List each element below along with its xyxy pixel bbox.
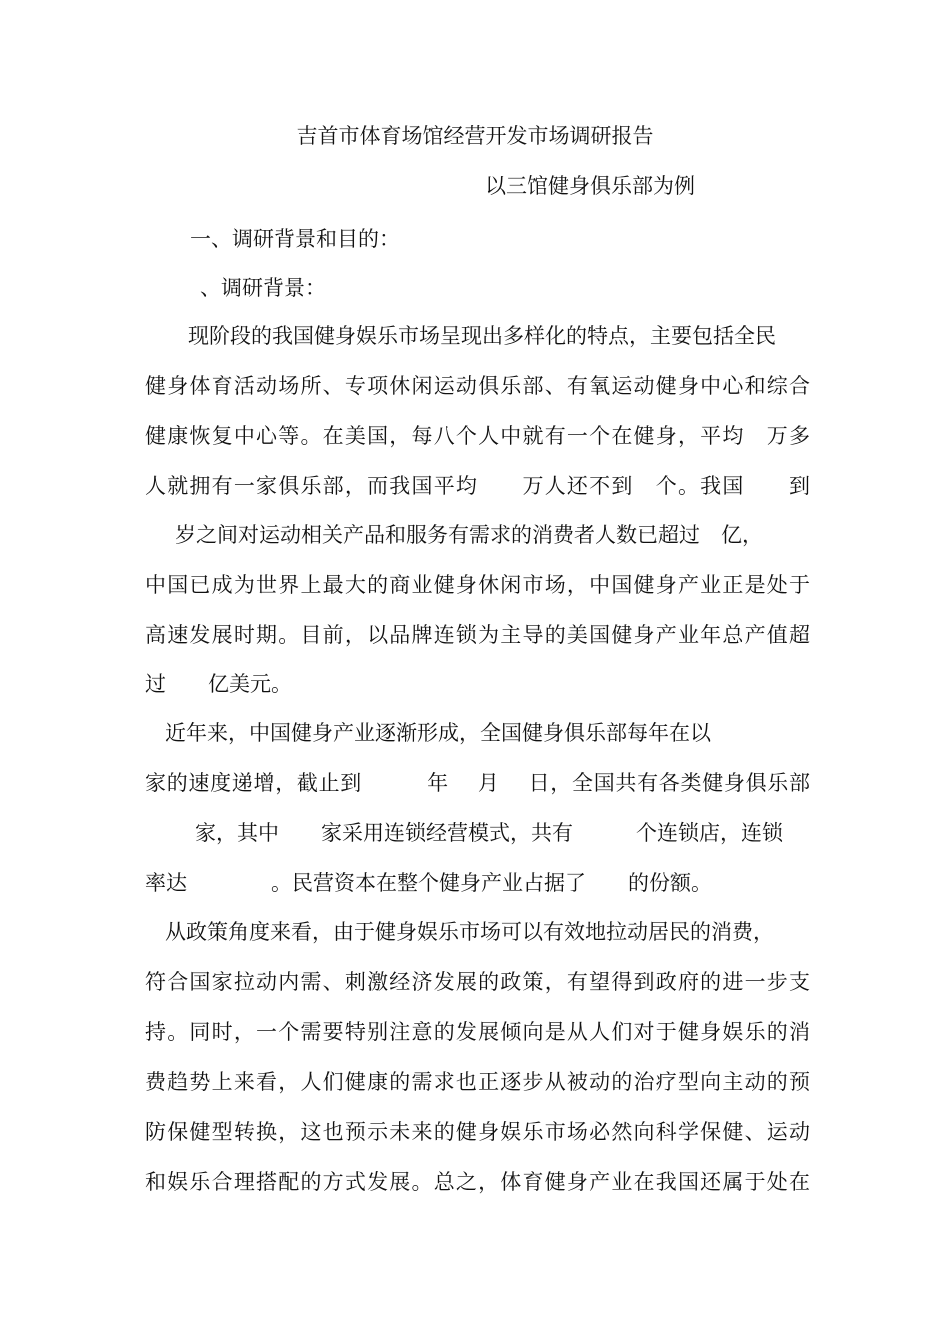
paragraph-2-line: 家的速度递增，截止到 年 月 日，全国共有各类健身俱乐部 xyxy=(145,771,810,795)
paragraph-2-line: 近年来，中国健身产业逐渐形成，全国健身俱乐部每年在以 xyxy=(165,721,711,745)
paragraph-1-line: 人就拥有一家俱乐部，而我国平均 万人还不到 个。我国 到 xyxy=(145,474,810,498)
paragraph-2-line: 率达 。民营资本在整个健身产业占据了 的份额。 xyxy=(145,871,712,895)
paragraph-1-line: 高速发展时期。目前，以品牌连锁为主导的美国健身产业年总产值超 xyxy=(145,623,810,647)
paragraph-1-line: 岁之间对运动相关产品和服务有需求的消费者人数已超过 亿， xyxy=(175,523,763,547)
document-subtitle: 以三馆健身俱乐部为例 xyxy=(485,174,695,198)
paragraph-3-line: 符合国家拉动内需、刺激经济发展的政策，有望得到政府的进一步支 xyxy=(145,970,810,994)
paragraph-1-line: 中国已成为世界上最大的商业健身休闲市场，中国健身产业正是处于 xyxy=(145,573,810,597)
paragraph-1-line: 健康恢复中心等。在美国，每八个人中就有一个在健身，平均 万多 xyxy=(145,424,810,448)
paragraph-1-line: 健身体育活动场所、专项休闲运动俱乐部、有氧运动健身中心和综合 xyxy=(145,374,810,398)
paragraph-3-line: 从政策角度来看，由于健身娱乐市场可以有效地拉动居民的消费， xyxy=(165,920,774,944)
paragraph-1-line: 现阶段的我国健身娱乐市场呈现出多样化的特点，主要包括全民 xyxy=(188,324,776,348)
paragraph-3-line: 持。同时，一个需要特别注意的发展倾向是从人们对于健身娱乐的消 xyxy=(145,1020,810,1044)
paragraph-2-line: 家，其中 家采用连锁经营模式，共有 个连锁店，连锁 xyxy=(195,821,783,845)
paragraph-3-line: 和娱乐合理搭配的方式发展。总之，体育健身产业在我国还属于处在 xyxy=(145,1170,810,1194)
paragraph-1-line: 过 亿美元。 xyxy=(145,672,292,696)
paragraph-3-line: 防保健型转换，这也预示未来的健身娱乐市场必然向科学保健、运动 xyxy=(145,1120,810,1144)
section-heading-1: 一、调研背景和目的： xyxy=(190,227,400,251)
paragraph-3-line: 费趋势上来看，人们健康的需求也正逐步从被动的治疗型向主动的预 xyxy=(145,1070,810,1094)
document-title: 吉首市体育场馆经营开发市场调研报告 xyxy=(296,124,654,148)
section-heading-1-1: 、调研背景： xyxy=(200,276,326,300)
